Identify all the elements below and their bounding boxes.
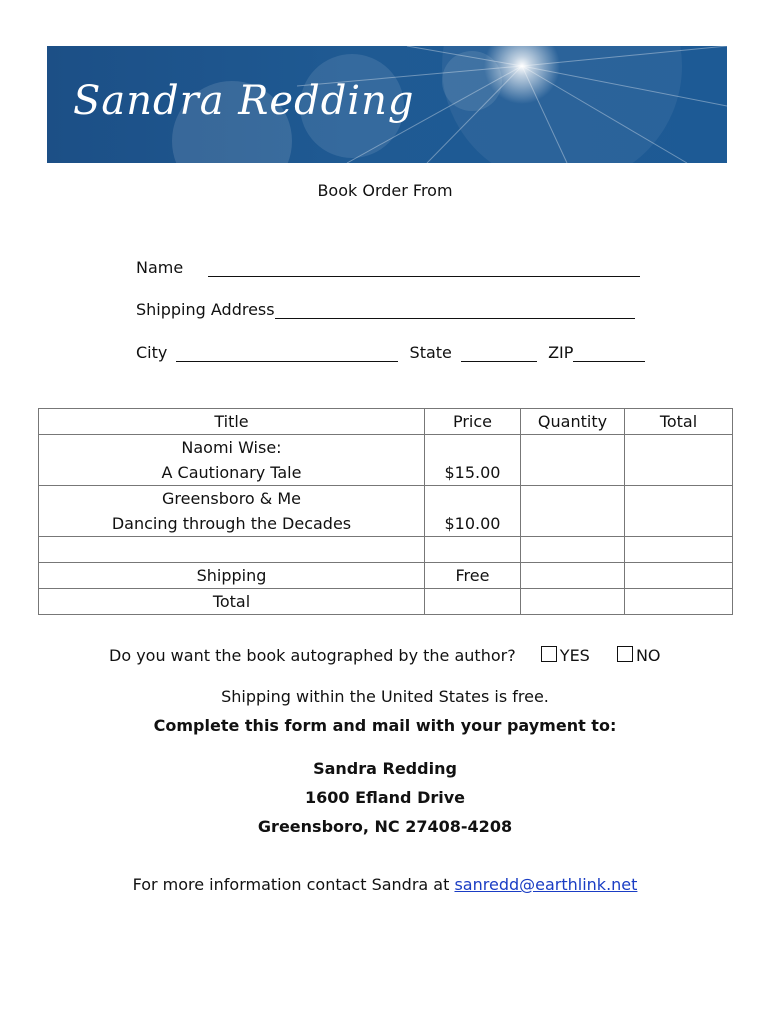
total-cell[interactable] bbox=[625, 537, 733, 563]
col-header-quantity: Quantity bbox=[521, 409, 625, 435]
total-cell[interactable] bbox=[625, 486, 733, 537]
name-field[interactable] bbox=[208, 258, 640, 277]
empty-cell bbox=[521, 589, 625, 615]
address-row bbox=[136, 300, 635, 319]
no-label: NO bbox=[635, 646, 661, 665]
table-row-empty bbox=[39, 537, 733, 563]
table-row-shipping bbox=[39, 563, 733, 589]
address-city: Greensboro, NC 27408-4208 bbox=[257, 817, 513, 836]
contact-line bbox=[0, 875, 770, 894]
address-label: Shipping Address bbox=[136, 300, 275, 319]
address-name: Sandra Redding bbox=[313, 759, 457, 778]
city-field[interactable] bbox=[176, 343, 398, 362]
table-row bbox=[39, 486, 733, 537]
no-option[interactable] bbox=[617, 646, 661, 665]
autograph-row bbox=[109, 646, 661, 665]
address-street: 1600 Efland Drive bbox=[304, 788, 466, 807]
state-field[interactable] bbox=[461, 343, 537, 362]
table-header-row bbox=[39, 409, 733, 435]
name-row bbox=[136, 258, 640, 277]
mail-instruction: Complete this form and mail with your payment to: bbox=[153, 716, 617, 735]
address-field[interactable] bbox=[275, 300, 635, 319]
book-title-line: Naomi Wise: bbox=[181, 438, 282, 457]
state-label: State bbox=[409, 343, 452, 362]
table-row-total bbox=[39, 589, 733, 615]
autograph-question: Do you want the book autographed by the author? bbox=[109, 646, 516, 665]
city-label: City bbox=[136, 343, 168, 362]
brand-name: Sandra Redding bbox=[73, 78, 415, 124]
book-title-cell bbox=[39, 486, 425, 537]
shipping-note: Shipping within the United States is free. bbox=[221, 687, 549, 706]
empty-cell bbox=[39, 537, 425, 563]
email-link[interactable]: sanredd@earthlink.net bbox=[454, 875, 638, 894]
quantity-cell[interactable] bbox=[521, 435, 625, 486]
total-cell[interactable] bbox=[625, 435, 733, 486]
name-label: Name bbox=[136, 258, 184, 277]
form-title: Book Order From bbox=[317, 181, 453, 200]
table-row bbox=[39, 435, 733, 486]
zip-label: ZIP bbox=[548, 343, 574, 362]
book-subtitle-line: A Cautionary Tale bbox=[161, 463, 302, 482]
book-title-line: Greensboro & Me bbox=[161, 489, 302, 508]
yes-label: YES bbox=[559, 646, 590, 665]
shipping-price: Free bbox=[425, 563, 521, 589]
header-banner bbox=[47, 46, 727, 163]
quantity-cell[interactable] bbox=[521, 486, 625, 537]
yes-option[interactable] bbox=[541, 646, 590, 665]
book-price: $15.00 bbox=[425, 435, 521, 486]
zip-field[interactable] bbox=[573, 343, 645, 362]
book-title-cell bbox=[39, 435, 425, 486]
total-label: Total bbox=[39, 589, 425, 615]
yes-checkbox[interactable] bbox=[541, 646, 557, 662]
shipping-label: Shipping bbox=[39, 563, 425, 589]
empty-cell bbox=[425, 589, 521, 615]
grand-total-cell[interactable] bbox=[625, 589, 733, 615]
book-subtitle-line: Dancing through the Decades bbox=[111, 514, 352, 533]
col-header-title: Title bbox=[39, 409, 425, 435]
contact-prefix: For more information contact Sandra at bbox=[132, 875, 450, 894]
col-header-price: Price bbox=[425, 409, 521, 435]
order-table bbox=[38, 408, 733, 615]
city-state-zip-row bbox=[136, 343, 645, 362]
no-checkbox[interactable] bbox=[617, 646, 633, 662]
empty-cell bbox=[425, 537, 521, 563]
quantity-cell[interactable] bbox=[521, 563, 625, 589]
book-price: $10.00 bbox=[425, 486, 521, 537]
col-header-total: Total bbox=[625, 409, 733, 435]
total-cell[interactable] bbox=[625, 563, 733, 589]
quantity-cell[interactable] bbox=[521, 537, 625, 563]
